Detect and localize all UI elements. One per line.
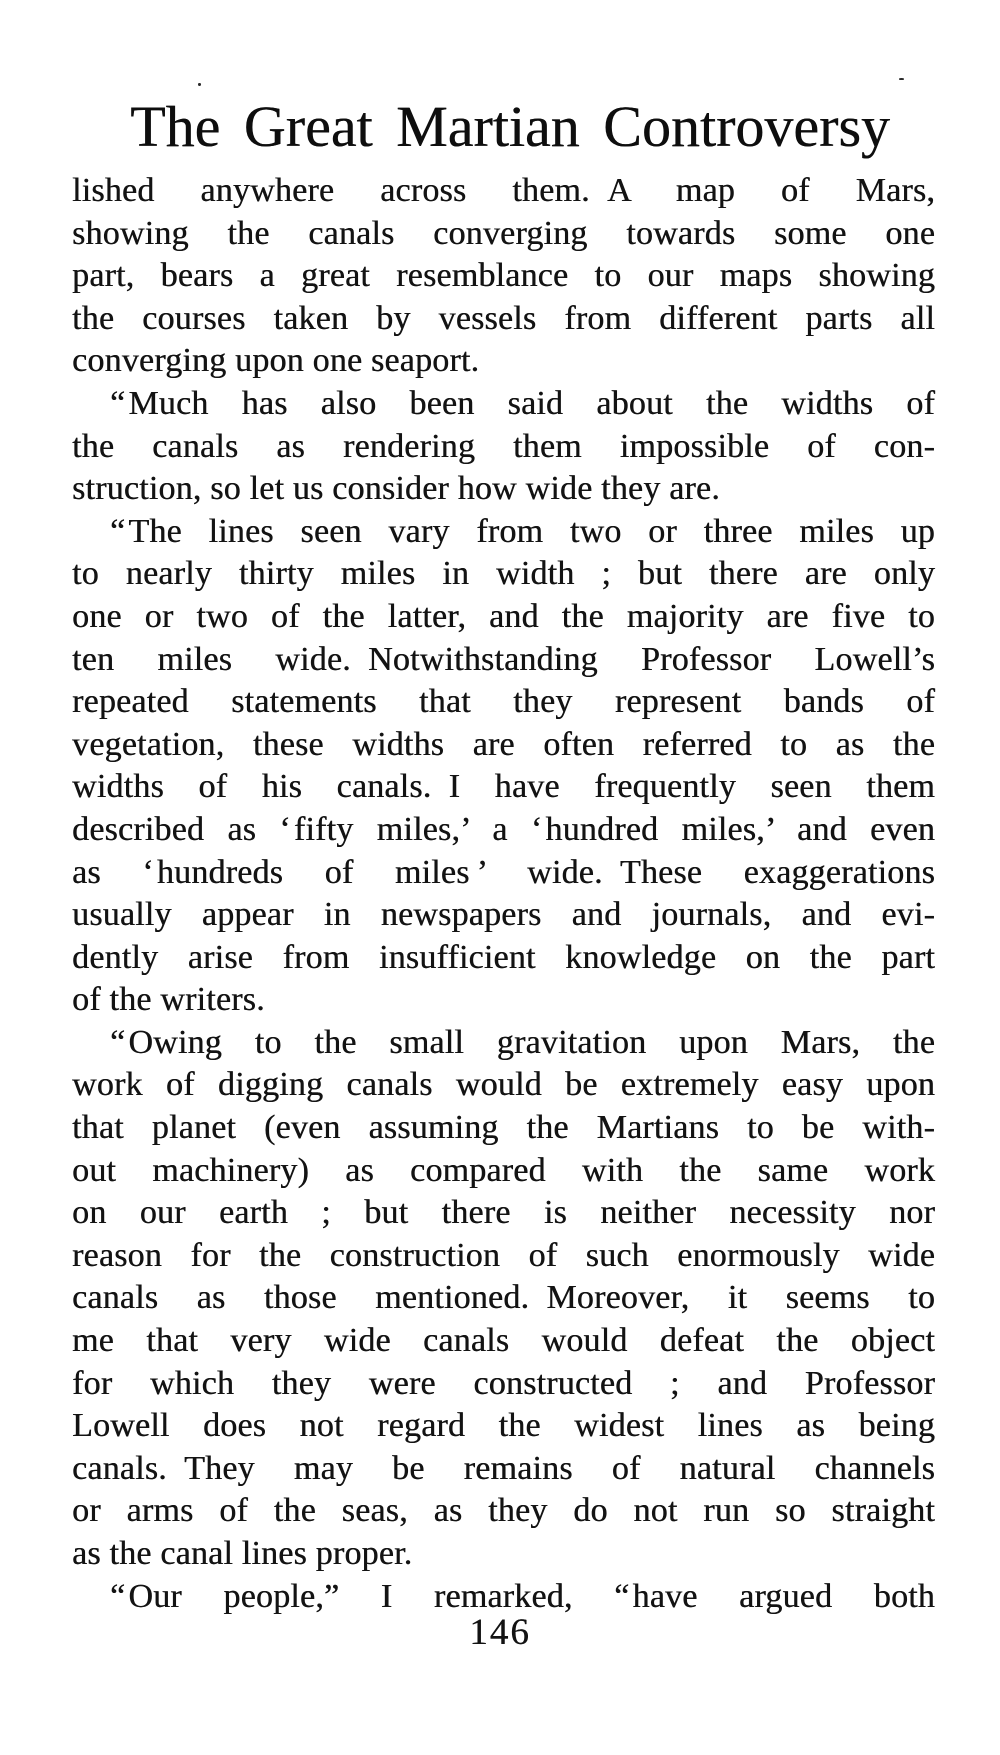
text-line: or arms of the seas, as they do not run so straight <box>72 1492 935 1530</box>
text-line: “ The lines seen vary from two or three miles up <box>110 512 935 550</box>
text-line: on our earth ; but there is neither necessity nor <box>72 1194 935 1232</box>
text-line: ten miles wide. Notwithstanding Professor Lowell’s <box>72 640 935 678</box>
text-line: reason for the construction of such enormously wide <box>72 1236 935 1274</box>
text-line: “ Owing to the small gravitation upon Mars, the <box>110 1023 935 1061</box>
text-line: converging upon one seaport. <box>72 342 480 380</box>
text-line: out machinery) as compared with the same work <box>72 1151 935 1189</box>
text-line: the canals as rendering them impossible of con- <box>72 427 935 465</box>
text-line: me that very wide canals would defeat the object <box>72 1322 935 1360</box>
text-line: “ Much has also been said about the widths of <box>110 384 935 422</box>
text-line: vegetation, these widths are often referred to as the <box>72 725 935 763</box>
body-text <box>72 170 935 1618</box>
text-line: showing the canals converging towards some one <box>72 214 935 252</box>
text-line: described as ‘ fifty miles,’ a ‘ hundred miles,’ and even <box>72 810 935 848</box>
text-line: canals. They may be remains of natural channels <box>72 1449 935 1487</box>
scan-speck-mark <box>198 83 201 86</box>
text-line: usually appear in newspapers and journals, and evi- <box>72 896 935 934</box>
scan-speck-mark <box>899 78 904 80</box>
text-line: the courses taken by vessels from different parts all <box>72 299 935 337</box>
text-line: of the writers. <box>72 981 265 1019</box>
page-number: 146 <box>469 1612 531 1653</box>
text-line: struction, so let us consider how wide they are. <box>72 470 720 508</box>
text-line: part, bears a great resemblance to our maps showing <box>72 257 935 295</box>
text-line: widths of his canals. I have frequently seen them <box>72 768 935 806</box>
page-title: The Great Martian Controversy <box>130 94 890 159</box>
text-line: as the canal lines proper. <box>72 1535 413 1572</box>
text-line: work of digging canals would be extremely easy upon <box>72 1066 935 1104</box>
text-line: as ‘ hundreds of miles ’ wide. These exaggerations <box>72 853 935 891</box>
text-line: canals as those mentioned. Moreover, it seems to <box>72 1279 935 1317</box>
text-line: one or two of the latter, and the majority are five to <box>72 597 935 635</box>
text-line: that planet (even assuming the Martians to be with- <box>72 1109 935 1147</box>
text-line: repeated statements that they represent bands of <box>72 683 935 721</box>
text-line: Lowell does not regard the widest lines as being <box>72 1407 935 1445</box>
text-line: to nearly thirty miles in width ; but there are only <box>72 555 935 593</box>
text-line: “ Our people,” I remarked, “ have argued both <box>110 1577 935 1615</box>
text-line: dently arise from insufficient knowledge on the part <box>72 938 935 976</box>
text-line: for which they were constructed ; and Professor <box>72 1364 935 1402</box>
text-line: lished anywhere across them. A map of Mars, <box>72 172 935 209</box>
